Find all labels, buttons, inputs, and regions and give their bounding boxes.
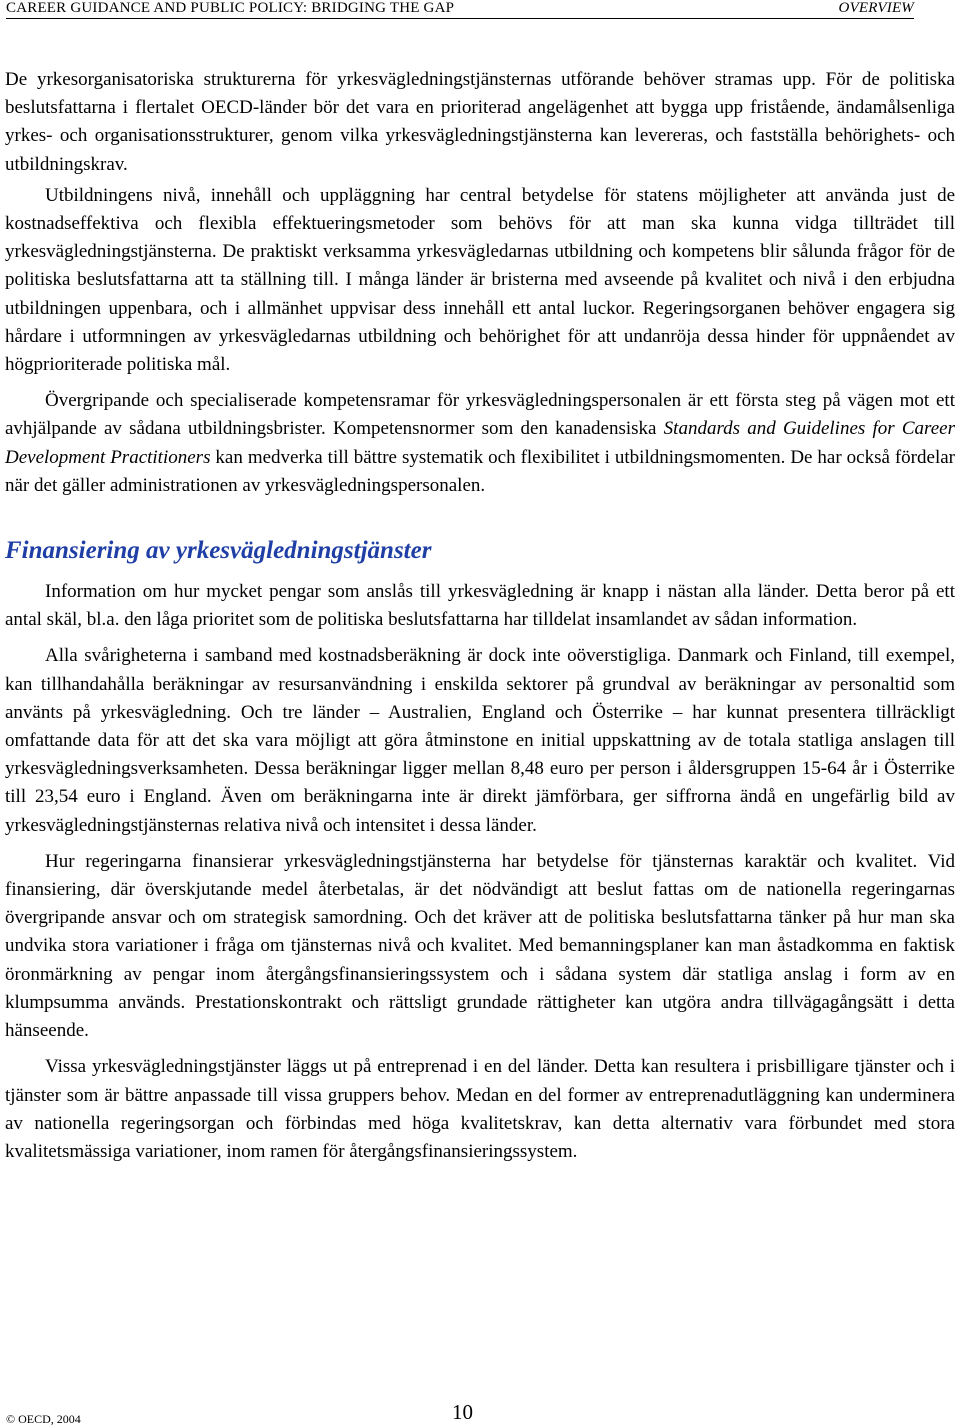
page-number: 10: [452, 1400, 473, 1424]
running-header: [6, 0, 914, 19]
paragraph-5: Alla svårigheterna i samband med kostnadsberäkning är dock inte oöverstigliga. Danmark och Finland, till exempel, kan tillhandahålla beräkningar av resursanvändning i enskilda sektorer på grundval av beräkningar av personaltid som använts på yrkesvägledning. Och tre länder – Australien, England och Österrike – har kunnat presentera tillräckligt omfattande data för att det ska vara möjligt att göra åtminstone en initial uppskattning av de totala statliga anslagen till yrkesvägledningsverksamheten. Dessa beräkningar ligger mellan 8,48 euro per person i åldersgruppen 15-64 år i Österrike till 23,54 euro i England. Även om beräkningarna inte är direkt jämförbara, ger siffrorna ändå en ungefärlig bild av yrkesvägledningstjänsternas relativa nivå och intensitet i dessa länder.: [5, 645, 955, 836]
paragraph-3-title: Standards and Guidelines for Career Development Practitioners: [5, 418, 955, 468]
header-section: OVERVIEW: [838, 0, 914, 16]
header-title: CAREER GUIDANCE AND PUBLIC POLICY: BRIDGING THE GAP: [6, 0, 455, 16]
paragraph-3: [5, 387, 955, 500]
paragraph-2: Utbildningens nivå, innehåll och uppläggning har central betydelse för statens möjligheter att använda just de kostnadseffektiva och flexibla effektueringsmetoder som behövs för att man ska kunna vidga tillträdet till yrkesvägledningstjänsterna. De praktiskt verksamma yrkesvägledarnas utbildning och kompetens blir sålunda frågor för de politiska beslutsfattarna att ta ställning till. I många länder är bristerna med avseende på kvalitet och nivå i den erbjudna utbildningen uppenbara, och i allmänhet uppvisar dess innehåll ett antal luckor. Regeringsorganen behöver engagera sig hårdare i utformningen av yrkesvägledarnas utbildning och behörighet för att undanröja dessa hinder för uppnåendet av högprioriterade politiska mål.: [5, 184, 955, 376]
copyright-notice: © OECD, 2004: [6, 1412, 81, 1426]
paragraph-6: Hur regeringarna finansierar yrkesvägledningstjänsterna har betydelse för tjänsternas karaktär och kvalitet. Vid finansiering, där överskjutande medel återbetalas, är det nödvändigt att beslut fattas om de nationella regeringarnas övergripande ansvar och om strategisk samordning. Och det kräver att de politiska beslutsfattarna tänker på hur man ska undvika stora variationer i fråga om tjänsternas nivå och kvalitet. Med bemanningsplaner kan man åstadkomma en faktisk öronmärkning av pengar inom återgångsfinansieringssystem och i sådana system där statliga anslag i form av en klumpsumma används. Prestationskontrakt och rättsligt grundade rättigheter kan utgöra andra tillvägagångsätt i detta hänseende.: [5, 850, 955, 1042]
page-footer: [6, 1400, 954, 1424]
paragraph-1: De yrkesorganisatoriska strukturerna för yrkesvägledningstjänsternas utförande behöver stramas upp. För de politiska beslutsfattarna i flertalet OECD-länder bör det vara en prioriterad angelägenhet att bygga upp fristående, ändamålsenliga yrkes- och organisationsstrukturer, genom vilka yrkesvägledningstjänsterna kan levereras, och fastställa behörighets- och utbildningskrav.: [5, 69, 955, 175]
paragraph-4: Information om hur mycket pengar som anslås till yrkesvägledning är knapp i nästan alla länder. Detta beror på ett antal skäl, bl.a. den låga prioritet som de politiska beslutsfattarna har tilldelat insamlandet av sådan information.: [5, 581, 955, 631]
paragraph-7: Vissa yrkesvägledningstjänster läggs ut på entreprenad i en del länder. Detta kan resultera i prisbilligare tjänster och i tjänster som är bättre anpassade till vissa gruppers behov. Medan en del former av entreprenadutläggning kan underminera av nationella regeringsorgan och förbindas med höga kvalitetskrav, kan detta alternativ vara förbundet med stora kvalitetsmässiga variationer, inom ramen för återgångsfinansieringssystem.: [5, 1056, 955, 1162]
page-body: [5, 66, 955, 1166]
paragraph-3-text-b: kan medverka till bättre systematik och flexibilitet i utbildningsmomenten. De har också fördelar när det gäller administrationen av yrkesvägledningspersonalen.: [5, 446, 955, 496]
section-heading: Finansiering av yrkesvägledningstjänster: [5, 537, 432, 565]
paragraph-3-text-a: Övergripande och specialiserade kompetensramar för yrkesvägledningspersonalen är ett första steg på vägen mot ett avhjälpande av sådana utbildningsbrister. Kompetensnormer som den kanadensiska: [5, 390, 955, 440]
